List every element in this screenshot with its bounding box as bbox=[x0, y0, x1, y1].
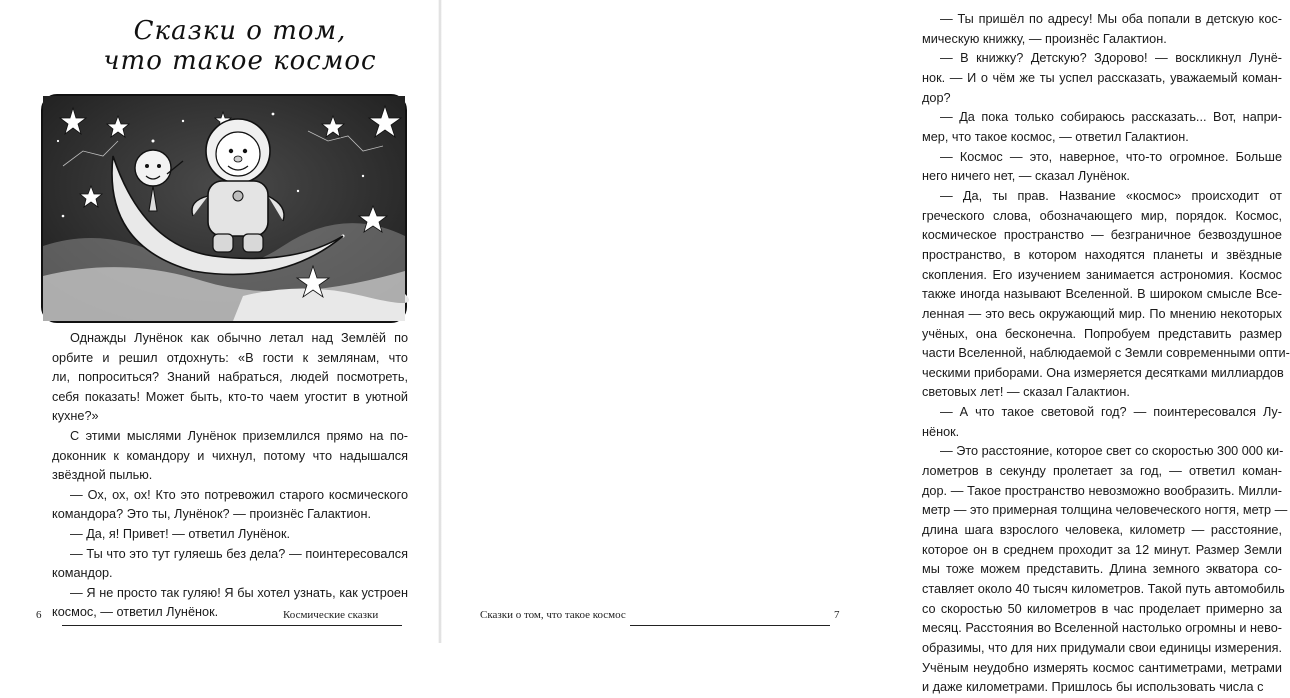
footer-rule bbox=[62, 625, 402, 626]
text-line: — Ты пришёл по адресу! Мы оба попали в детскую кос- bbox=[940, 12, 1282, 26]
footer-rule bbox=[630, 625, 830, 626]
paragraph bbox=[922, 403, 1282, 442]
paragraph bbox=[52, 329, 408, 427]
text-line: со скоростью 50 километров в час проделает примерно за bbox=[922, 601, 1282, 616]
chapter-title bbox=[40, 16, 440, 76]
paragraph bbox=[52, 427, 408, 486]
text-line: и даже километрами. Пришлось бы использовать числа с bbox=[922, 680, 1264, 695]
text-line: — А что такое световой год? — поинтересовался Лу- bbox=[940, 405, 1282, 420]
paragraph bbox=[52, 545, 408, 584]
text-line: — Да, я! Привет! — ответил Лунёнок. bbox=[70, 526, 291, 541]
text-line: — Я не просто так гуляю! Я бы хотел узнать, как устроен bbox=[70, 585, 408, 600]
text-line: метр — это примерная толщина человеческого ногтя, метр — bbox=[922, 503, 1288, 518]
left-page bbox=[0, 0, 440, 643]
text-line: — Это расстояние, которое свет со скоростью 300 000 ки- bbox=[940, 444, 1284, 459]
text-line: мер, что такое космос, — ответил Галактион. bbox=[922, 129, 1189, 144]
text-line: Учёным неудобно измерять космос сантиметрами, метрами bbox=[922, 660, 1282, 675]
moon-and-astronaut-illustration bbox=[41, 94, 407, 323]
text-line: кухне?» bbox=[52, 409, 99, 424]
text-line: — Да, ты прав. Название «космос» происходит от bbox=[940, 188, 1282, 203]
text-line: мическую книжку, — произнёс Галактион. bbox=[922, 31, 1167, 46]
paragraph bbox=[922, 442, 1288, 698]
paragraph bbox=[922, 49, 1282, 108]
text-line: орбите и решил отдохнуть: «В гости к землянам, что bbox=[52, 350, 408, 365]
right-body-text bbox=[922, 10, 1290, 698]
text-line: — Да пока только собираюсь рассказать... Вот, напри- bbox=[940, 110, 1282, 125]
left-body-text bbox=[52, 329, 408, 623]
text-line: С этими мыслями Лунёнок приземлился прямо на по- bbox=[70, 428, 408, 443]
text-line: световых лет! — сказал Галактион. bbox=[922, 385, 1130, 400]
paragraph bbox=[922, 187, 1290, 403]
paragraph bbox=[922, 108, 1282, 147]
right-page bbox=[440, 0, 1290, 695]
text-line: звёздной пылью. bbox=[52, 468, 153, 483]
text-line: — Ох, ох, ох! Кто это потревожил старого космического bbox=[70, 487, 408, 502]
text-line: лометров в секунду пролетает за год, — ответил коман- bbox=[922, 464, 1282, 479]
text-line: доконник к командору и чихнул, потому что надышался bbox=[52, 448, 408, 463]
running-head: Космические сказки bbox=[283, 609, 379, 621]
text-line: командора? Это ты, Лунёнок? — произнёс Галактион. bbox=[52, 507, 371, 522]
page-number: 6 bbox=[36, 609, 42, 621]
text-line: греческого слова, обозначающего мир, порядок. Космос, bbox=[922, 208, 1282, 223]
text-line: нёнок. bbox=[922, 424, 960, 439]
paragraph bbox=[52, 486, 408, 525]
text-line: образимы, что для них придумали свои единицы измерения. bbox=[922, 641, 1282, 655]
text-line: учёных, она бесконечна. Попробуем представить размер bbox=[922, 326, 1282, 341]
text-line: ленная — это весь окружающий мир. По мнению некоторых bbox=[922, 306, 1282, 321]
text-line: скопления. Его изучением занимается астрономия. Космос bbox=[922, 267, 1282, 282]
text-line: месяц. Расстояния во Вселенной настолько огромны и нево- bbox=[922, 621, 1282, 636]
text-line: которое он в среднем проходит за 12 минут. Размер Земли bbox=[922, 542, 1282, 557]
text-line: мы тоже можем представить. Длина земного экватора со- bbox=[922, 562, 1282, 577]
text-line: ческими приборами. Она измеряется десятками миллиардов bbox=[922, 365, 1284, 380]
text-line: ли, попроситься? Знаний набраться, людей посмотреть, bbox=[52, 370, 408, 385]
text-line: космическое пространство — безграничное безвоздушное bbox=[922, 228, 1282, 243]
chapter-title-line: Сказки о том, bbox=[133, 16, 347, 46]
chapter-title-line: что такое космос bbox=[103, 46, 377, 76]
paragraph bbox=[922, 10, 1282, 49]
text-line: — Ты что это тут гуляешь без дела? — поинтересовался bbox=[70, 546, 408, 561]
text-line: — В книжку? Детскую? Здорово! — воскликнул Лунё- bbox=[940, 51, 1282, 66]
text-line: длина шага взрослого человека, километр — расстояние, bbox=[922, 523, 1282, 538]
text-line: дор? bbox=[922, 90, 951, 105]
text-line: части Вселенной, наблюдаемой с Земли современными опти- bbox=[922, 346, 1290, 361]
text-line: Однажды Лунёнок как обычно летал над Землёй по bbox=[70, 331, 408, 345]
text-line: пространство, в котором находятся планеты и звёздные bbox=[922, 247, 1282, 262]
text-line: ставляет около 40 тысяч километров. Такой путь автомобиль bbox=[922, 582, 1285, 597]
running-head: Сказки о том, что такое космос bbox=[480, 609, 626, 621]
text-line: себя показать! Может быть, кто-то чаем угостит в уютной bbox=[52, 389, 408, 404]
text-line: командор. bbox=[52, 566, 113, 581]
page-number: 7 bbox=[834, 609, 840, 621]
text-line: нок. — И о чём же ты успел рассказать, уважаемый коман- bbox=[922, 70, 1282, 85]
text-line: также иногда называют Вселенной. В широком смысле Все- bbox=[922, 287, 1282, 302]
text-line: — Космос — это, наверное, что-то огромное. Больше bbox=[940, 149, 1282, 164]
paragraph bbox=[52, 525, 408, 545]
text-line: него ничего нет, — сказал Лунёнок. bbox=[922, 169, 1130, 184]
text-line: дор. — Такое пространство невозможно вообразить. Милли- bbox=[922, 483, 1282, 498]
text-line: космос, — ответил Лунёнок. bbox=[52, 605, 219, 620]
paragraph bbox=[922, 148, 1282, 187]
